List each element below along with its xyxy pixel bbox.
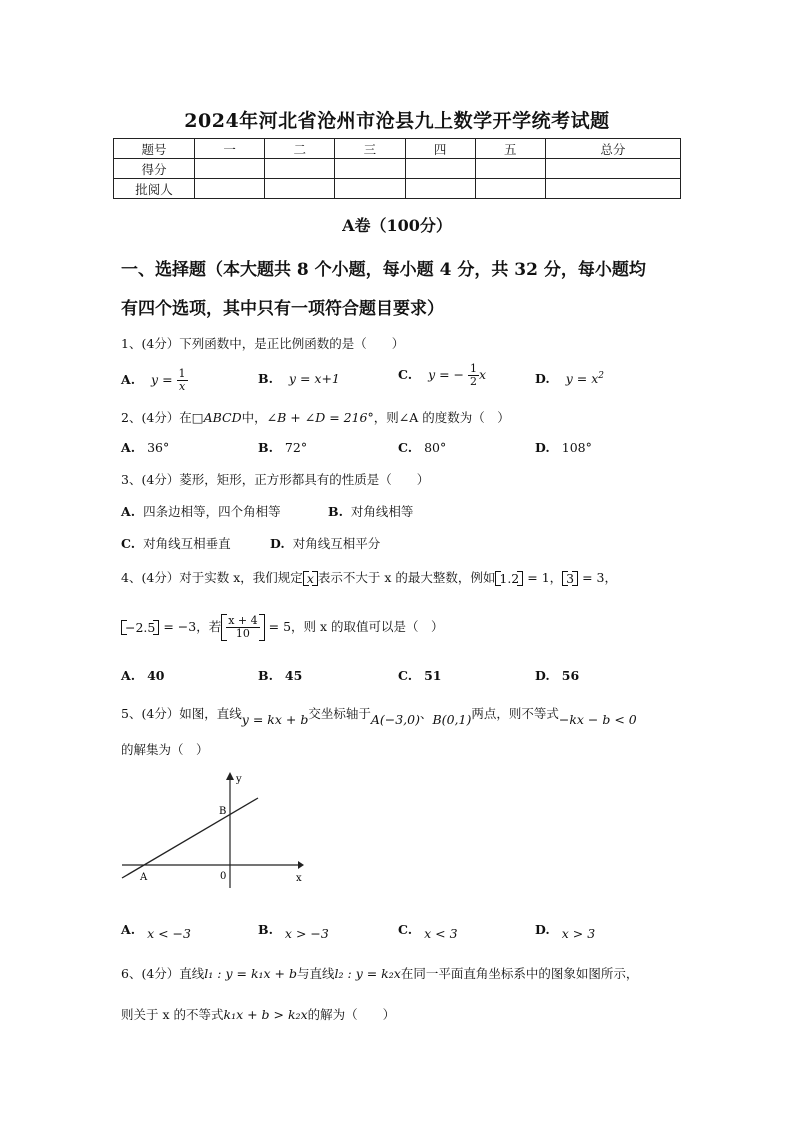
grader-input-cell[interactable] — [545, 179, 680, 199]
line-y-kx-b — [122, 798, 258, 878]
q1-option-c-fraction: $\frac{1}{2}$ — [470, 362, 478, 388]
q1-option-a-fraction: $\frac{1}{x}$ — [178, 367, 186, 393]
q2-option-a[interactable]: A. 36° — [121, 440, 170, 455]
floor-bracket: −2.5 — [121, 620, 159, 635]
angle-condition: ∠B + ∠D = 216° — [266, 410, 374, 425]
option-label: A. — [121, 372, 136, 387]
q5-option-a[interactable]: A. x < −3 — [121, 922, 191, 941]
q3-option-a[interactable]: A. 四条边相等，四个角相等 — [121, 504, 281, 519]
q5-graph — [118, 770, 308, 892]
q1-option-a[interactable]: A. y = $\frac{1}{x}$ — [121, 367, 186, 393]
point-b-label: B — [219, 806, 227, 817]
question-5-line2: 的解集为（ ） — [121, 742, 209, 757]
q5-option-b[interactable]: B. x > −3 — [258, 922, 329, 941]
score-table-row — [114, 159, 681, 179]
score-input-cell[interactable] — [265, 159, 335, 179]
floor-bracket: 1.2 — [495, 571, 523, 586]
page-title: 2024年河北省沧州市沧县九上数学开学统考试题 — [184, 110, 610, 132]
question-5-line1: 5、(4分）如图，直线y = kx + b交坐标轴于A(−3,0)、B(0,1)两点，则不等式−kx − b < 0 — [121, 706, 637, 727]
grader-input-cell[interactable] — [405, 179, 475, 199]
score-table-cell: 四 — [405, 139, 475, 159]
parallelogram-abcd: □ABCD — [191, 410, 242, 425]
score-input-cell[interactable] — [545, 159, 680, 179]
grader-input-cell[interactable] — [265, 179, 335, 199]
section-heading-line1: 一、选择题（本大题共 8 个小题，每小题 4 分，共 32 分，每小题均 — [121, 260, 646, 280]
question-3-stem: 3、(4分）菱形，矩形，正方形都具有的性质是（ ） — [121, 472, 430, 487]
q1-option-c[interactable]: C. y = − $\frac{1}{2}$ x — [398, 362, 487, 388]
q3-option-b[interactable]: B. 对角线相等 — [328, 504, 414, 519]
question-6-line1: 6、(4分）直线l₁ : y = k₁x + b与直线l₂ : y = k₂x在同一平面直角坐标系中的图象如图所示， — [121, 966, 639, 981]
option-label: D. — [535, 371, 550, 387]
q5-option-c[interactable]: C. x < 3 — [398, 922, 458, 941]
q4-option-c[interactable]: C. 51 — [398, 668, 442, 683]
score-table-cell: 题号 — [114, 139, 195, 159]
x-axis-label: x — [296, 873, 302, 884]
q3-option-c[interactable]: C. 对角线互相垂直 — [121, 536, 231, 551]
score-input-cell[interactable] — [195, 159, 265, 179]
score-table-cell: 五 — [475, 139, 545, 159]
score-input-cell[interactable] — [405, 159, 475, 179]
score-table-cell: 批阅人 — [114, 179, 195, 199]
y-axis-arrow-icon — [226, 772, 234, 780]
volume-heading: A卷（100分） — [342, 216, 452, 235]
section-heading-line2: 有四个选项，其中只有一项符合题目要求） — [121, 299, 444, 319]
q3-option-d[interactable]: D. 对角线互相平分 — [270, 536, 381, 551]
score-input-cell[interactable] — [475, 159, 545, 179]
option-label: B. — [258, 371, 273, 386]
score-table — [113, 138, 681, 199]
origin-label: 0 — [220, 871, 227, 882]
floor-bracket: x — [303, 571, 318, 586]
floor-bracket: 3 — [562, 571, 578, 586]
question-6-line2: 则关于 x 的不等式k₁x + b > k₂x的解为（ ） — [121, 1007, 396, 1022]
grader-input-cell[interactable] — [475, 179, 545, 199]
score-table-row — [114, 179, 681, 199]
score-table-cell: 一 — [195, 139, 265, 159]
score-table-cell: 得分 — [114, 159, 195, 179]
score-table-cell: 总分 — [545, 139, 680, 159]
q4-option-b[interactable]: B. 45 — [258, 668, 303, 683]
q2-option-c[interactable]: C. 80° — [398, 440, 447, 455]
floor-bracket-fraction: $\frac{x + 4}{10}$ — [221, 614, 264, 641]
q2-option-d[interactable]: D. 108° — [535, 440, 592, 455]
q5-option-d[interactable]: D. x > 3 — [535, 922, 596, 941]
q1-option-b[interactable]: B. y = x+1 — [258, 371, 340, 386]
q4-option-a[interactable]: A. 40 — [121, 668, 165, 683]
question-2-stem: 2、(4分）在□ABCD中，∠B + ∠D = 216°，则∠A 的度数为（ ） — [121, 410, 510, 425]
y-axis-label: y — [236, 774, 242, 785]
q1-option-d[interactable]: D. $y = x^2$ — [535, 371, 605, 387]
q2-option-b[interactable]: B. 72° — [258, 440, 308, 455]
question-4-line2: −2.5 = −3，若 $\frac{x + 4}{10}$ = 5，则 x 的取值可以是（ ） — [121, 614, 444, 641]
score-table-header-row — [114, 139, 681, 159]
score-table-cell: 三 — [335, 139, 405, 159]
grader-input-cell[interactable] — [195, 179, 265, 199]
q4-option-d[interactable]: D. 56 — [535, 668, 580, 683]
question-1-stem: 1、(4分）下列函数中，是正比例函数的是（ ） — [121, 336, 405, 351]
score-table-cell: 二 — [265, 139, 335, 159]
question-4-line1: 4、(4分）对于实数 x，我们规定 x 表示不大于 x 的最大整数，例如 1.2 = 1， 3 = 3， — [121, 570, 617, 586]
score-input-cell[interactable] — [335, 159, 405, 179]
point-a-label: A — [140, 872, 148, 883]
option-label: C. — [398, 367, 413, 382]
x-axis-arrow-icon — [298, 861, 304, 869]
grader-input-cell[interactable] — [335, 179, 405, 199]
